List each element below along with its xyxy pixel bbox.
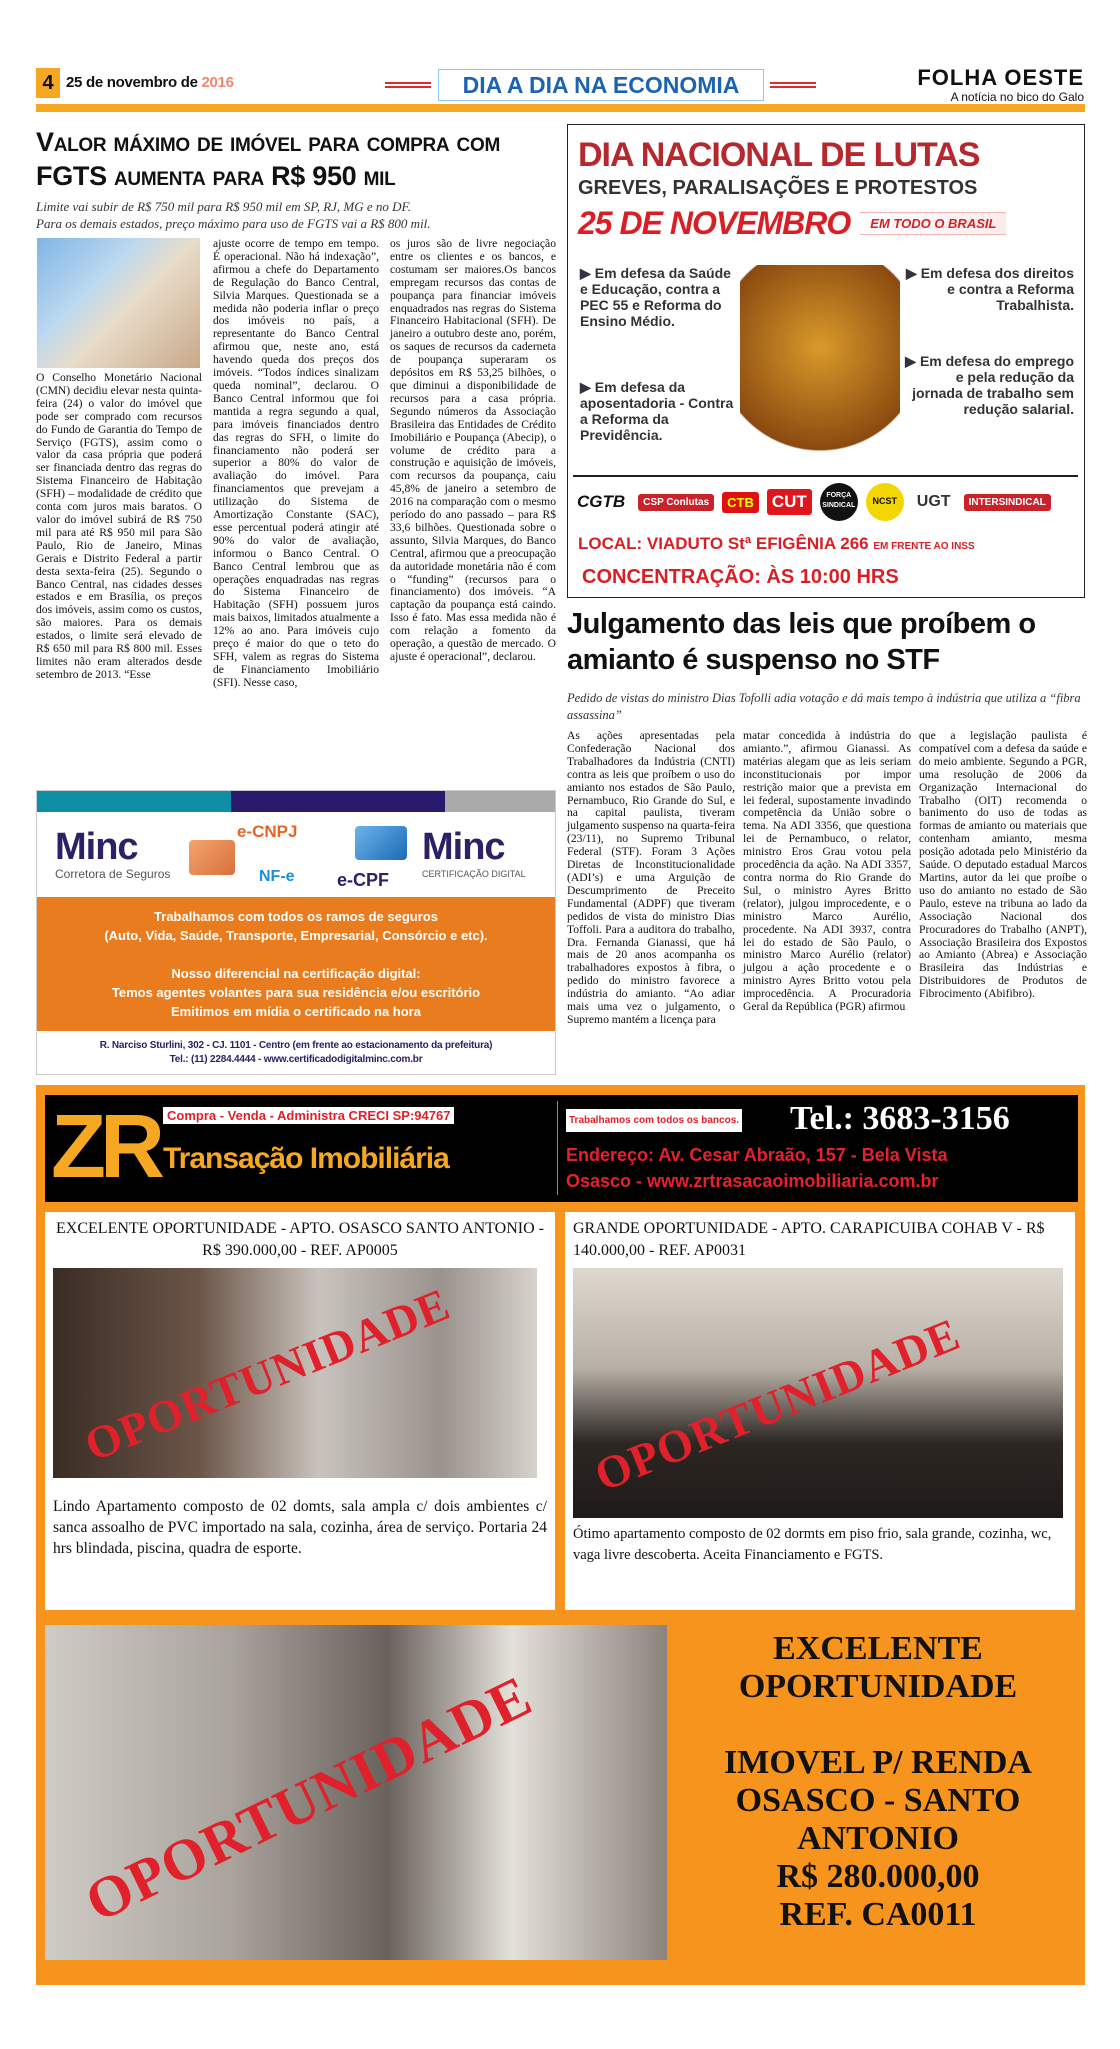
ad-orange-panel xyxy=(37,897,555,1031)
logo-cgtb: CGTB xyxy=(577,492,626,511)
article-headline: Julgamento das leis que proíbem o amianto é suspenso no STF xyxy=(567,608,1036,676)
article-headline: Valor máximo de imóvel para compra com FGTS aumenta para R$ 950 mil xyxy=(36,127,500,191)
listing-title: EXCELENTE OPORTUNIDADE - APTO. OSASCO SANTO ANTONIO - R$ 390.000,00 - REF. AP0005 xyxy=(56,1220,544,1259)
product-ecpf: e-CPF xyxy=(337,870,390,890)
feature-line: EXCELENTE xyxy=(773,1630,983,1667)
logo-csp: CSP Conlutas xyxy=(638,494,714,511)
ad-line: (Auto, Vida, Saúde, Transporte, Empresarial, Consórcio e etc). xyxy=(104,928,488,943)
feature-line: ANTONIO xyxy=(797,1820,959,1857)
zr-banks: Trabalhamos com todos os bancos. xyxy=(566,1109,742,1132)
product-ecnpj: e-CNPJ xyxy=(237,822,298,841)
ad-address xyxy=(37,1031,555,1067)
article-subtitle xyxy=(36,198,556,232)
listing-title: GRANDE OPORTUNIDADE - APTO. CARAPICUIBA COHAB V - R$ 140.000,00 - REF. AP0031 xyxy=(573,1220,1045,1259)
feature-photo xyxy=(45,1625,667,1960)
ad-bullet xyxy=(580,379,738,443)
article-column: matar concedida à indústria do amianto.”, afirmou Gianassi. As matérias alegam que as leis seriam inconstitucionais por impor restrição maior que a prevista em lei federal, supostamente invadindo competência da União sobre o tema. Na ADI 3356, que questiona lei de Pernambuco, o relator, ministro Eros Grau votou pela procedência da ação. Na ADI 3357, contra norma do Rio Grande do Sul, o ministro Ayres Britto (relator), julgou improcedente, e o ministro Marco Aurélio, procedente. Na ADI 3937, contra lei do estado de São Paulo, o ministro Marco Aurélio (relator) julgou a ação procedente e o ministro Ayres Britto votou pela improcedência. A Procuradoria Geral da República (PGR) afirmou xyxy=(743,729,911,1014)
masthead-title: FOLHA OESTE xyxy=(917,65,1084,90)
divider xyxy=(385,82,431,88)
bullet-text: Em defesa dos direitos e contra a Reforma Trabalhista. xyxy=(920,265,1074,313)
ad-bullet xyxy=(580,265,738,329)
address-line: R. Narciso Sturlini, 302 - CJ. 1101 - Centro (em frente ao estacionamento da prefeitura) xyxy=(99,1040,493,1051)
watermark: OPORTUNIDADE xyxy=(587,1308,968,1501)
feature-line: IMOVEL P/ RENDA xyxy=(724,1744,1032,1781)
ad-line: Trabalhamos com todos os ramos de seguros xyxy=(154,909,438,924)
triangle-icon: ▶ xyxy=(905,353,916,369)
masthead-tagline: A notícia no bico do Galo xyxy=(950,90,1084,104)
logo-sub: Corretora de Seguros xyxy=(55,867,171,881)
zr-banner xyxy=(45,1095,1078,1202)
listing-description: Lindo Apartamento composto de 02 domts, sala ampla c/ dois ambientes c/ sanca assoalho de PVC importado na sala, cozinha, área de serviço. Portaria 24 hrs blindada, piscina, quadra de esporte. xyxy=(53,1498,547,1557)
union-logos xyxy=(572,483,1051,521)
ad-line: Temos agentes volantes para sua residência e/ou escritório xyxy=(111,985,481,1000)
article-column: que a legislação paulista é compatível com a defesa da saúde e do meio ambiente. Segundo a PGR, uma resolução de 2006 da Organização Internacional do Trabalho (OIT) recomenda o banimento do uso de todas as formas de amianto ou materiais que contenham amianto, mesma posição adotada pelo Ministério da Saúde. O deputado estadual Marcos Martins, autor da lei que proíbe o uso do amianto no estado de São Paulo, esteve na tribuna ao lado da Associação Nacional dos Procuradores do Trabalho (ANPT), Associação Brasileira dos Expostos ao Amianto (Abrea) e Associação Brasileira das Indústrias e Distribuidores de Produtos de Fibrocimento (Abifibro). xyxy=(919,729,1087,1001)
location-text: LOCAL: VIADUTO Stª EFIGÊNIA 266 xyxy=(578,534,869,553)
logo-sub: CERTIFICAÇÃO DIGITAL xyxy=(422,869,526,879)
bullet-text: Em defesa do emprego e pela redução da jornada de trabalho sem redução salarial. xyxy=(912,353,1074,417)
logo-intersindical: INTERSINDICAL xyxy=(964,494,1051,511)
zr-phone: Tel.: 3683-3156 xyxy=(790,1100,1010,1137)
issue-date xyxy=(66,74,234,91)
apartment-photo xyxy=(573,1268,1063,1518)
article-subtitle: Pedido de vistas do ministro Dias Tofolli adia votação e dá mais tempo à indústria que utiliza a “fibra assassina” xyxy=(567,691,1081,722)
article-column: As ações apresentadas pela Confederação Nacional dos Trabalhadores da Indústria (CNTI) contra as leis que proíbem o uso do amianto nos estados de São Paulo, Pernambuco, Rio Grande do Sul, e na capital paulista, tiveram julgamento suspenso na quarta-feira (23/11), no Supremo Tribunal Federal (STF). Foram 3 Ações Diretas de Inconstitucionalidade (ADI’s) e uma Arguição de Descumprimento de Preceito Fundamental (ADPF) que tiveram pedidos de vista do ministro Dias Toffoli. Para a auditora do trabalho, Dra. Fernanda Gianassi, que há mais de 20 anos acompanha os trabalhadores expostos à fibra, o pedido do ministro favorece a indústria do amianto. “Ao adiar mais uma vez o julgamento, o Supremo mantém a licença para xyxy=(567,729,735,1026)
minc-logo-right xyxy=(422,827,526,881)
listing-description: Ótimo apartamento composto de 02 dormts em piso frio, sala grande, cozinha, wc, vaga livre descoberta. Aceita Financiamento e FGTS. xyxy=(573,1526,1052,1563)
ad-line: Emitimos em mídia o certificado na hora xyxy=(171,1004,421,1019)
logo-ctb: CTB xyxy=(722,492,759,513)
ad-logos-row xyxy=(37,812,555,897)
logo-text: Minc xyxy=(55,826,138,868)
ad-date: 25 DE NOVEMBRO xyxy=(578,205,851,241)
listing-card[interactable] xyxy=(565,1212,1075,1610)
divider xyxy=(770,82,816,88)
ad-date-row xyxy=(578,203,1074,243)
minc-logo-left xyxy=(55,827,170,881)
ad-subtitle: GREVES, PARALISAÇÕES E PROTESTOS xyxy=(578,177,978,199)
feature-line: R$ 280.000,00 xyxy=(776,1858,980,1895)
location-note: EM FRENTE AO INSS xyxy=(873,541,975,552)
date-text: 25 de novembro de xyxy=(66,74,202,91)
apartment-photo xyxy=(53,1268,537,1478)
logo-text: Minc xyxy=(422,826,505,868)
divider xyxy=(573,475,1078,477)
feature-listing-text[interactable] xyxy=(678,1630,1078,1934)
page-number: 4 xyxy=(36,68,60,98)
triangle-icon: ▶ xyxy=(580,265,591,281)
year-text: 2016 xyxy=(201,74,234,91)
divider xyxy=(557,1101,558,1195)
feature-line: OSASCO - SANTO xyxy=(735,1782,1021,1819)
minc-ad xyxy=(36,790,556,1075)
logo-ugt: UGT xyxy=(916,493,951,510)
watermark: OPORTUNIDADE xyxy=(75,1662,542,1935)
section-title: DIA A DIA NA ECONOMIA xyxy=(438,69,764,101)
triangle-icon: ▶ xyxy=(580,379,591,395)
subtitle-line: Para os demais estados, preço máximo para uso de FGTS vai a R$ 800 mil. xyxy=(36,216,431,231)
ad-scope: EM TODO O BRASIL xyxy=(860,212,1006,235)
id-card-image xyxy=(355,826,407,860)
article-column: O Conselho Monetário Nacional (CMN) decidiu elevar nesta quinta-feira (24) o valor do imóvel que pode ser comprado com recursos do Fundo de Garantia do Tempo de Serviço (FGTS), assim como o valor da casa própria que poderá ser financiada dentro das regras do Sistema Financeiro de Habitação (SFH) – modalidade de crédito que conta com juros mais baratos. O valor do imóvel subirá de R$ 750 mil para até R$ 950 mil para São Paulo, Rio de Janeiro, Minas Gerais e Distrito Federal a partir desta sexta-feira (25). Segundo o Banco Central, nas cidades desses estados e em Brasília, os preços dos imóveis, assim como os custos, são maiores. Para os demais estados, o limite será elevado de R$ 650 mil para R$ 800 mil. Esses limites não eram alterados desde setembro de 2013. “Esse xyxy=(36,371,202,681)
zr-website: Osasco - www.zrtrasacaoimobiliaria.com.br xyxy=(566,1171,939,1191)
color-stripe xyxy=(37,791,555,812)
id-card-image xyxy=(189,840,235,875)
ad-line: Nosso diferencial na certificação digital: xyxy=(171,966,421,981)
bullet-text: Em defesa da Saúde e Educação, contra a PEC 55 e Reforma do Ensino Médio. xyxy=(580,265,731,329)
logo-ncst: NCST xyxy=(866,483,904,521)
zr-address: Endereço: Av. Cesar Abraão, 157 - Bela Vista xyxy=(566,1145,948,1165)
feature-line: REF. CA0011 xyxy=(779,1896,977,1933)
listing-card[interactable] xyxy=(45,1212,555,1610)
triangle-icon: ▶ xyxy=(905,265,917,281)
feature-line: OPORTUNIDADE xyxy=(738,1668,1018,1705)
subtitle-line: Limite vai subir de R$ 750 mil para R$ 950 mil em SP, RJ, MG e no DF. xyxy=(36,199,412,214)
contact-line: Tel.: (11) 2284.4444 - www.certificadodigitalminc.com.br xyxy=(169,1054,423,1065)
logo-cut: CUT xyxy=(767,489,812,515)
masthead xyxy=(917,66,1084,104)
article-column: os juros são de livre negociação entre os clientes e os bancos, e costumam ser maiores.Os bancos empregam recursos das contas de poupança para financiar imóveis enquadrados nas regras do Sistema Financeiro Habitacional (SFH). De janeiro a outubro deste ano, porém, os saques de recursos da caderneta de poupança superaram os depósitos em R$ 53,25 bilhões, o que diminui a disponibilidade de recursos para a casa própria. Segundo números da Associação Brasileira das Entidades de Crédito Imobiliário e Poupança (Abecip), o volume de crédito para a construção e aquisição de imóveis, com recursos da poupança, caiu 45,8% de janeiro a setembro de 2016 na comparação com o mesmo período do ano passado – para R$ 33,6 bilhões. Questionada sobre o assunto, Silvia Marques, do Banco Central, afirmou que a preocupação da autoridade monetária não é com o “funding” (recursos para o financiamento) dos imóveis. “A captação da poupança está caindo. Isso é fato. Mas essa medida não é com relação a fomento da operação, a questão de mercado. O ajuste é operacional”, declarou. xyxy=(390,237,556,663)
ad-bullet xyxy=(904,353,1074,417)
header-bar xyxy=(36,104,1085,112)
ad-location xyxy=(578,533,1078,558)
keys-building-photo xyxy=(37,238,200,368)
logo-forca-sindical: FORÇA SINDICAL xyxy=(820,483,858,521)
bullet-text: Em defesa da aposentadoria - Contra a Reforma da Previdência. xyxy=(580,379,734,443)
ad-bullet xyxy=(904,265,1074,313)
watermark: OPORTUNIDADE xyxy=(77,1278,458,1471)
article-column: ajuste ocorre de tempo em tempo. É operacional. Não há indexação”, afirmou a chefe do Departamento de Regulação do Banco Central, Silvia Marques. Questionada se a medida não poderia inflar o preço dos imóveis no país, a representante do Banco Central afirmou que, neste ano, está havendo queda dos preços dos imóveis. “Todos índices sinalizam queda nominal”, declarou. O Banco Central informou que foi mantida a regra segundo a qual, para imóveis financiados dentro das regras do SFH, o limite do financiamento não poderá ser superior a 80% do valor de avaliação do imóvel. Para financiamentos que prevejam a utilização do Sistema de Amortização Constante (SAC), esse percentual poderá atingir até 90% do valor de avaliação, informou o Banco Central. O Banco Central lembrou que as operações enquadradas nas regras do Sistema Financeiro de Habitação (SFH) possuem juros mais baixos, limitados atualmente a 12% ao ano. Para imóveis cujo preço é maior do que o teto do SFH, valem as regras do Sistema de Financiamento Imobiliário (SFI). Nesse caso, xyxy=(213,237,379,689)
zr-services: Compra - Venda - Administra CRECI SP:94767 xyxy=(163,1107,454,1124)
raised-fists-image xyxy=(740,265,900,470)
product-nfe: NF-e xyxy=(259,868,295,885)
ad-time: CONCENTRAÇÃO: ÀS 10:00 HRS xyxy=(582,566,899,588)
zr-company-name: Transação Imobiliária xyxy=(163,1142,449,1175)
ad-header xyxy=(578,135,1074,243)
dia-nacional-lutas-ad xyxy=(567,124,1085,598)
zr-logo: ZR xyxy=(51,1097,159,1197)
ad-title: DIA NACIONAL DE LUTAS xyxy=(578,136,980,174)
